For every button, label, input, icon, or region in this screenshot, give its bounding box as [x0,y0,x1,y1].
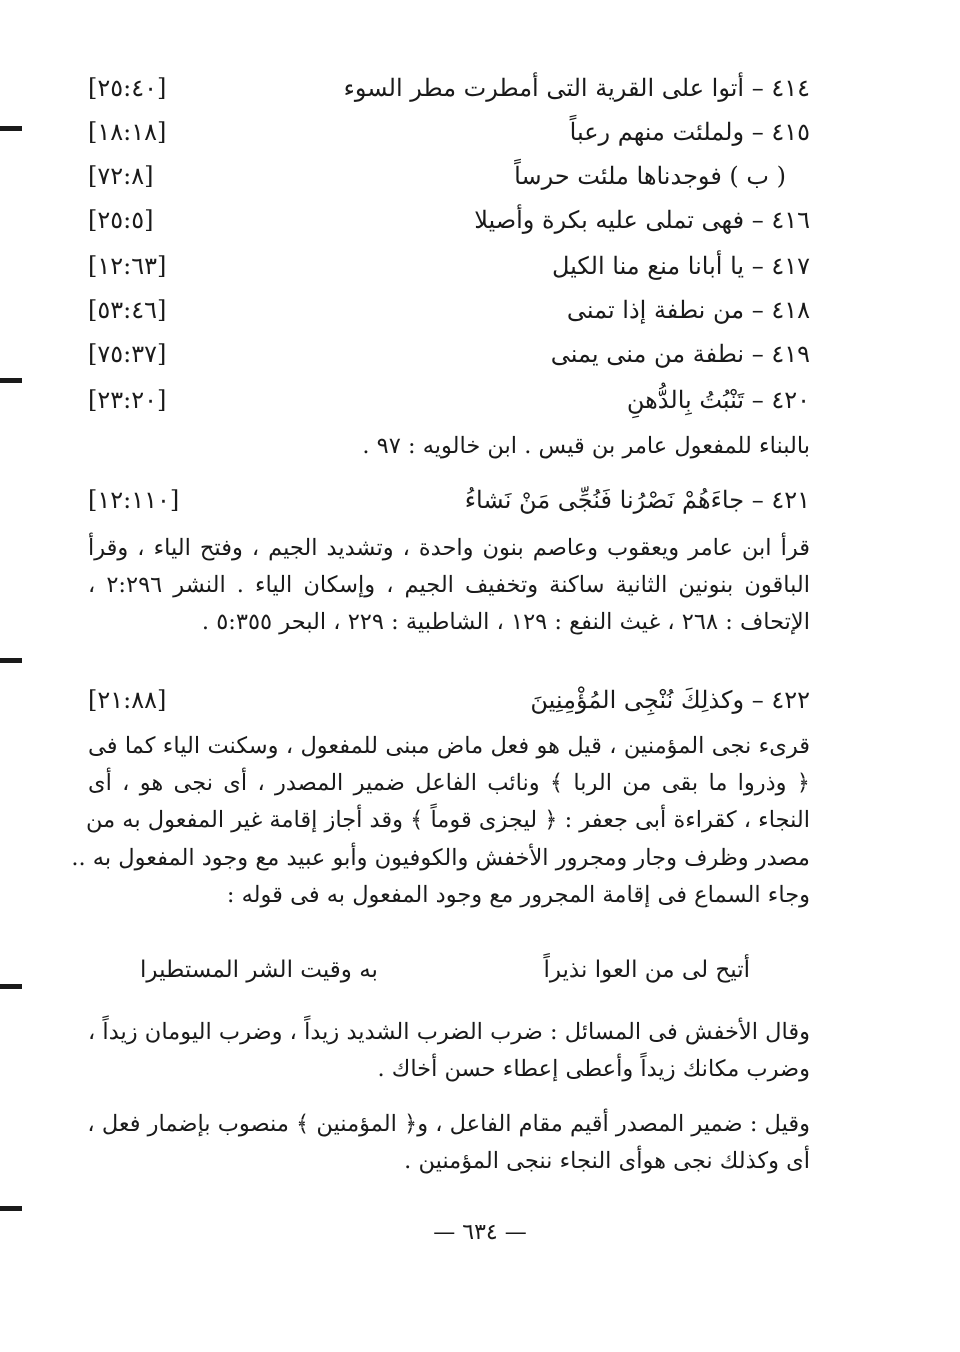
entry-419 [88,334,810,374]
verse-reference: [٧٥:٣٧] [88,340,167,368]
text-line: وضرب مكانك زيداً وأعطى إعطاء حسن أخاك . [377,1056,810,1083]
text-line: النجاء ، كقراءة أبى جعفر : ﴿ ليجزى قوماً ﴾ وقد أجاز إقامة غير المفعول به من [85,807,810,834]
entry-417 [88,246,810,286]
entry-418 [88,290,810,330]
verse-reference: [١٢:١١٠] [88,486,180,514]
entry-420 [88,380,810,420]
entry-text: ( ب ) فوجدناها ملئت حرساً [514,162,786,190]
entry-421 [88,480,810,520]
scan-edge-mark [0,984,22,989]
entry-text: ٤٢٢ – وكذلِكَ نُنْجِى المُؤْمِنِينَ [530,686,810,714]
entry-text: ٤١٨ – من نطفة إذا تمنى [566,296,810,324]
poetry-verse [140,948,750,992]
text-line: الإتحاف : ٢٦٨ ، غيث النفع : ١٢٩ ، الشاطبية : ٢٢٩ ، البحر ٥:٣٥٥ . [201,609,810,636]
entry-415-b [88,156,810,196]
verse-reference: [١٢:٦٣] [88,252,167,280]
text-line: قرأ ابن عامر ويعقوب وعاصم بنون واحدة ، وتشديد الجيم ، وفتح الياء ، وقرأ [88,535,810,561]
entry-414 [88,68,810,108]
akhfash-paragraph [88,1014,810,1088]
text-line: مصدر وظرف وجار ومجرور الأخفش والكوفيون وأبو عبيد مع وجود المفعول به .. [71,844,810,871]
verse-hemistich-second: به وقيت الشر المستطيرا [140,957,378,983]
entry-text: ٤١٩ – نطفة من منى يمنى [550,340,810,368]
commentary-421 [88,530,810,642]
entry-text: ٤٢١ – جاءَهُمْ نَصْرُنا فَنُجِّى مَنْ نَشاءُ [464,486,810,514]
entry-text: ٤٢٠ – تَنْبُتُ بِالدُّهنِ [626,386,810,414]
verse-reference: [٢٣:٢٠] [88,386,167,414]
verse-reference: [٧٢:٨] [88,162,154,190]
entry-422 [88,680,810,720]
verse-reference: [٢٥:٥] [88,206,154,234]
page-number: — ٦٣٤ — [433,1220,527,1245]
entry-text: ٤١٤ – أتوا على القرية التى أمطرت مطر السوء [343,74,810,102]
verse-reference: [٥٣:٤٦] [88,296,167,324]
text-line: قرىء نجى المؤمنين ، قيل هو فعل ماض مبنى للمفعول ، وسكنت الياء كما فى [88,733,810,759]
verse-hemistich-first: أتيح لى من العوا نذيراً [543,957,750,983]
entry-text: ٤١٦ – فهى تملى عليه بكرة وأصيلا [474,206,810,234]
text-line: وقيل : ضمير المصدر أقيم مقام الفاعل ، و﴿ المؤمنين ﴾ منصوب بإضمار فعل ، [87,1111,810,1137]
qil-paragraph [88,1106,810,1180]
text-line: وقال الأخفش فى المسائل : ضرب الضرب الشديد زيداً ، وضرب اليومان زيداً ، [88,1019,810,1045]
entry-text: ٤١٥ – ولملئت منهم رعباً [569,118,810,146]
scan-edge-mark [0,1206,22,1211]
text-line: الباقون بنونين الثانية ساكنة وتخفيف الجيم ، وإسكان الياء . النشر ٢:٢٩٦ ، [88,572,810,599]
scan-edge-mark [0,658,22,663]
verse-reference: [١٨:١٨] [88,118,167,146]
scan-edge-mark [0,378,22,383]
entry-416 [88,200,810,240]
verse-reference: [٢٥:٤٠] [88,74,167,102]
text-line: وجاء السماع فى إقامة المجرور مع وجود المفعول به فى قوله : [226,881,810,908]
commentary-422 [71,728,810,914]
entry-415 [88,112,810,152]
note-420 [88,426,810,466]
text-line: ﴿ وذروا ما بقى من الربا ﴾ ونائب الفاعل ضمير المصدر ، أى نجى هو ، أى [88,770,810,797]
verse-reference: [٢١:٨٨] [88,686,167,714]
scan-edge-mark [0,126,22,131]
entry-text: ٤١٧ – يا أبانا منع منا الكيل [551,252,810,280]
note-text: بالبناء للمفعول عامر بن قيس . ابن خالويه : ٩٧ . [362,433,810,459]
text-line: أى وكذلك نجى هوأى النجاء ننجى المؤمنين . [404,1148,810,1175]
